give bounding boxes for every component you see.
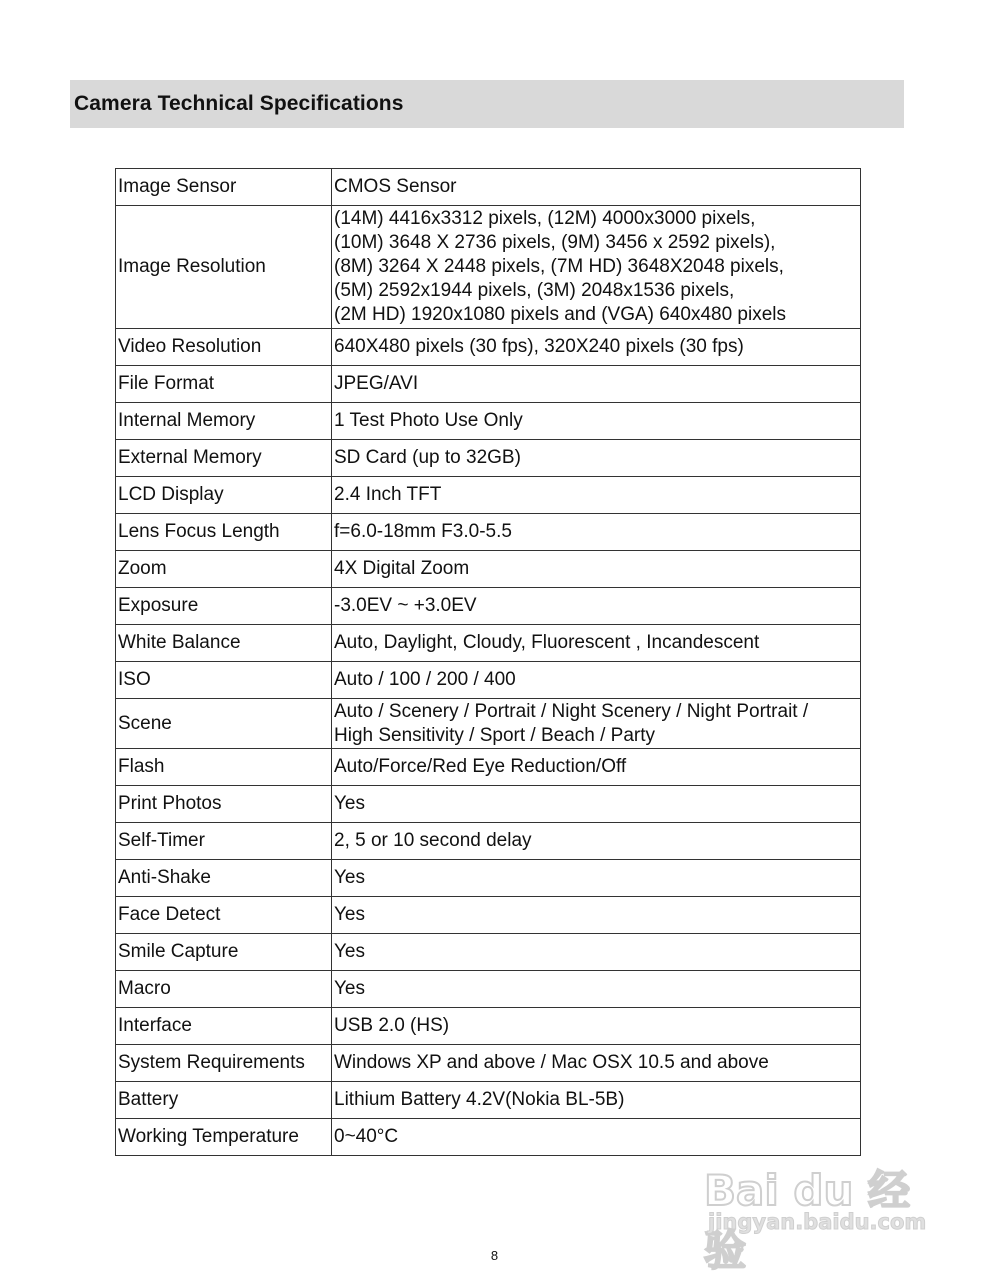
spec-label: ISO bbox=[116, 662, 332, 699]
spec-value: (14M) 4416x3312 pixels, (12M) 4000x3000 pixels, (10M) 3648 X 2736 pixels, (9M) 3456 x 2592 pixels), (8M) 3264 X 2448 pixels, (7M HD) 3648X2048 pixels, (5M) 2592x1944 pixels, (3M) 2048x1536 pixels, (2M HD) 1920x1080 pixels and (VGA) 640x480 pixels bbox=[332, 206, 861, 329]
table-row bbox=[116, 749, 861, 786]
table-row bbox=[116, 169, 861, 206]
table-row bbox=[116, 366, 861, 403]
spec-value: 1 Test Photo Use Only bbox=[332, 403, 861, 440]
table-row bbox=[116, 514, 861, 551]
table-row bbox=[116, 897, 861, 934]
spec-value: Yes bbox=[332, 971, 861, 1008]
spec-value: JPEG/AVI bbox=[332, 366, 861, 403]
specifications-table bbox=[115, 168, 861, 1156]
spec-label: Scene bbox=[116, 699, 332, 749]
table-row bbox=[116, 1008, 861, 1045]
page-number: 8 bbox=[490, 1248, 499, 1263]
spec-value: 2.4 Inch TFT bbox=[332, 477, 861, 514]
table-row bbox=[116, 699, 861, 749]
spec-label: White Balance bbox=[116, 625, 332, 662]
spec-label: Zoom bbox=[116, 551, 332, 588]
spec-label: Working Temperature bbox=[116, 1119, 332, 1156]
spec-label: Video Resolution bbox=[116, 329, 332, 366]
spec-label: External Memory bbox=[116, 440, 332, 477]
spec-label: LCD Display bbox=[116, 477, 332, 514]
spec-value: Auto, Daylight, Cloudy, Fluorescent , Incandescent bbox=[332, 625, 861, 662]
table-row bbox=[116, 1045, 861, 1082]
spec-label: Self-Timer bbox=[116, 823, 332, 860]
section-header bbox=[70, 80, 904, 128]
spec-value: 2, 5 or 10 second delay bbox=[332, 823, 861, 860]
table-row bbox=[116, 588, 861, 625]
table-row bbox=[116, 329, 861, 366]
table-row bbox=[116, 860, 861, 897]
spec-label: Exposure bbox=[116, 588, 332, 625]
spec-value: Yes bbox=[332, 860, 861, 897]
spec-label: Flash bbox=[116, 749, 332, 786]
spec-value: 640X480 pixels (30 fps), 320X240 pixels (30 fps) bbox=[332, 329, 861, 366]
spec-value: 4X Digital Zoom bbox=[332, 551, 861, 588]
watermark-url: jingyan.baidu.com bbox=[708, 1210, 927, 1234]
spec-value: -3.0EV ~ +3.0EV bbox=[332, 588, 861, 625]
spec-value: 0~40°C bbox=[332, 1119, 861, 1156]
table-row bbox=[116, 934, 861, 971]
table-row bbox=[116, 440, 861, 477]
spec-label: Lens Focus Length bbox=[116, 514, 332, 551]
baidu-watermark bbox=[700, 1158, 940, 1275]
spec-label: Image Resolution bbox=[116, 206, 332, 329]
spec-label: Anti-Shake bbox=[116, 860, 332, 897]
table-row bbox=[116, 551, 861, 588]
spec-value: Auto / 100 / 200 / 400 bbox=[332, 662, 861, 699]
table-row bbox=[116, 823, 861, 860]
spec-value: Auto/Force/Red Eye Reduction/Off bbox=[332, 749, 861, 786]
spec-value: Auto / Scenery / Portrait / Night Scenery / Night Portrait / High Sensitivity / Sport / Beach / Party bbox=[332, 699, 861, 749]
table-row bbox=[116, 662, 861, 699]
page-title: Camera Technical Specifications bbox=[74, 92, 404, 115]
spec-value: Yes bbox=[332, 897, 861, 934]
spec-label: Image Sensor bbox=[116, 169, 332, 206]
spec-label: Interface bbox=[116, 1008, 332, 1045]
table-row bbox=[116, 1082, 861, 1119]
table-row bbox=[116, 971, 861, 1008]
spec-value: f=6.0-18mm F3.0-5.5 bbox=[332, 514, 861, 551]
spec-value: USB 2.0 (HS) bbox=[332, 1008, 861, 1045]
spec-value: CMOS Sensor bbox=[332, 169, 861, 206]
spec-value: Lithium Battery 4.2V(Nokia BL-5B) bbox=[332, 1082, 861, 1119]
table-row bbox=[116, 1119, 861, 1156]
spec-label: Print Photos bbox=[116, 786, 332, 823]
spec-label: Face Detect bbox=[116, 897, 332, 934]
spec-value: Windows XP and above / Mac OSX 10.5 and above bbox=[332, 1045, 861, 1082]
table-row bbox=[116, 206, 861, 329]
watermark-logo: Bai du 经验 bbox=[704, 1166, 910, 1275]
table-row bbox=[116, 625, 861, 662]
table-row bbox=[116, 786, 861, 823]
spec-label: Smile Capture bbox=[116, 934, 332, 971]
spec-value: Yes bbox=[332, 934, 861, 971]
table-row bbox=[116, 477, 861, 514]
spec-label: Battery bbox=[116, 1082, 332, 1119]
specifications-table-body bbox=[116, 169, 861, 1156]
table-row bbox=[116, 403, 861, 440]
spec-value: SD Card (up to 32GB) bbox=[332, 440, 861, 477]
spec-label: System Requirements bbox=[116, 1045, 332, 1082]
spec-label: Macro bbox=[116, 971, 332, 1008]
spec-label: File Format bbox=[116, 366, 332, 403]
spec-value: Yes bbox=[332, 786, 861, 823]
spec-label: Internal Memory bbox=[116, 403, 332, 440]
